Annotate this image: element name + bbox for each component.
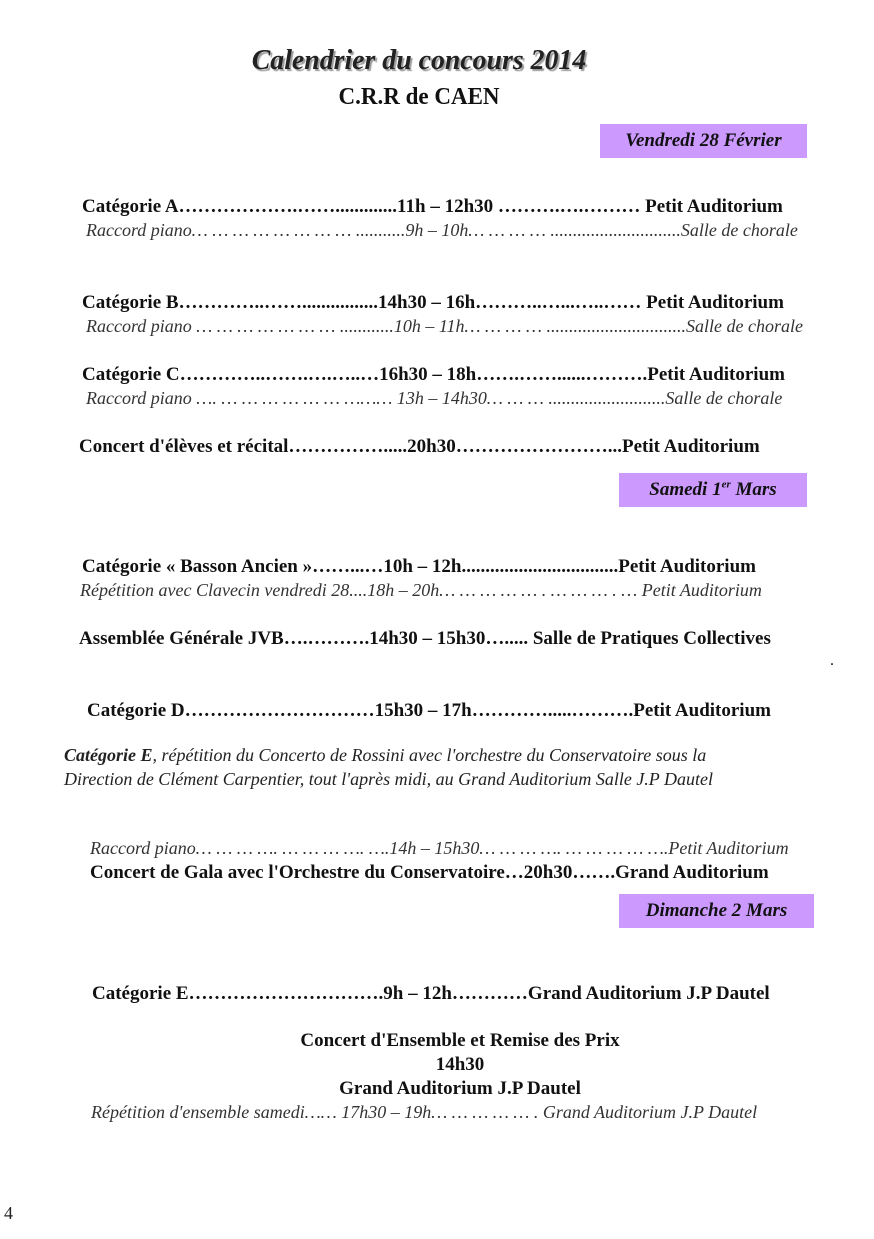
day-header-text-end: Mars xyxy=(730,479,777,500)
day-header-friday xyxy=(600,124,807,158)
page-title: Calendrier du concours 2014 xyxy=(251,44,587,76)
cat-e-text: , répétition du Concerto de Rossini avec l'orchestre du Conservatoire sous la xyxy=(152,745,707,765)
day-header-sunday xyxy=(619,894,814,928)
stray-dot: . xyxy=(830,652,834,669)
cat-e-label: Catégorie E xyxy=(64,745,153,765)
schedule-line-cat-e-sunday: Catégorie E………………………….9h – 12h…………Grand Auditorium J.P Dautel xyxy=(92,983,770,1004)
ensemble-place: Grand Auditorium J.P Dautel xyxy=(339,1078,581,1099)
page-subtitle: C.R.R de CAEN xyxy=(338,84,500,110)
schedule-line-basson-repetition: Répétition avec Clavecin vendredi 28....18h – 20h… … … … … . … … … . … Petit Auditorium xyxy=(80,580,762,600)
day-header-text: Vendredi 28 Février xyxy=(625,130,782,151)
ensemble-time: 14h30 xyxy=(435,1054,485,1075)
schedule-line-cat-d: Catégorie D…………………………15h30 – 17h………….....……….Petit Auditorium xyxy=(87,700,771,721)
day-header-text: Samedi 1 xyxy=(649,479,722,500)
ensemble-title: Concert d'Ensemble et Remise des Prix xyxy=(300,1030,620,1051)
page-number: 4 xyxy=(4,1203,13,1223)
day-header-text: Dimanche 2 Mars xyxy=(645,900,788,921)
schedule-line-raccord-saturday: Raccord piano… … … …. … … … …. ….14h – 15h30… … … …. … … … … ….Petit Auditorium xyxy=(90,838,789,858)
schedule-line-cat-c-raccord: Raccord piano …. … … … … … … ……… 13h – 14h30… … … ..........................Salle de chorale xyxy=(86,388,783,408)
schedule-line-concert-eleves: Concert d'élèves et récital…………….....20h30……………………...Petit Auditorium xyxy=(79,436,760,457)
schedule-line-basson: Catégorie « Basson Ancien »……...…10h – 12h.................................Petit Auditorium xyxy=(82,556,756,577)
schedule-note-cat-e-line2: Direction de Clément Carpentier, tout l'après midi, au Grand Auditorium Salle J.P Dautel xyxy=(64,769,713,789)
schedule-line-assemblee: Assemblée Générale JVB….……….14h30 – 15h30…..... Salle de Pratiques Collectives xyxy=(79,628,771,649)
schedule-line-cat-a: Catégorie A……………….…….............11h – 12h30 ……….….……… Petit Auditorium xyxy=(82,196,783,217)
day-header-saturday xyxy=(619,473,807,507)
schedule-line-cat-b-raccord: Raccord piano … … … … … … … ............10h – 11h… … … … ...............................Salle de chorale xyxy=(86,316,803,336)
schedule-line-cat-a-raccord: Raccord piano… … … … … … … … ...........9h – 10h… … … … .............................Salle de chorale xyxy=(86,220,798,240)
schedule-line-cat-b: Catégorie B…………..……................14h30 – 16h………..…...…..…… Petit Auditorium xyxy=(82,292,784,313)
schedule-note-cat-e-line1 xyxy=(64,745,706,766)
schedule-line-cat-c: Catégorie C…………..…….….…..…16h30 – 18h…….……......……….Petit Auditorium xyxy=(82,364,785,385)
ensemble-repetition: Répétition d'ensemble samedi…… 17h30 – 19h… … … … … . Grand Auditorium J.P Dautel xyxy=(91,1102,758,1122)
day-header-sup: er xyxy=(721,478,731,491)
schedule-line-gala: Concert de Gala avec l'Orchestre du Conservatoire…20h30…….Grand Auditorium xyxy=(90,862,769,883)
